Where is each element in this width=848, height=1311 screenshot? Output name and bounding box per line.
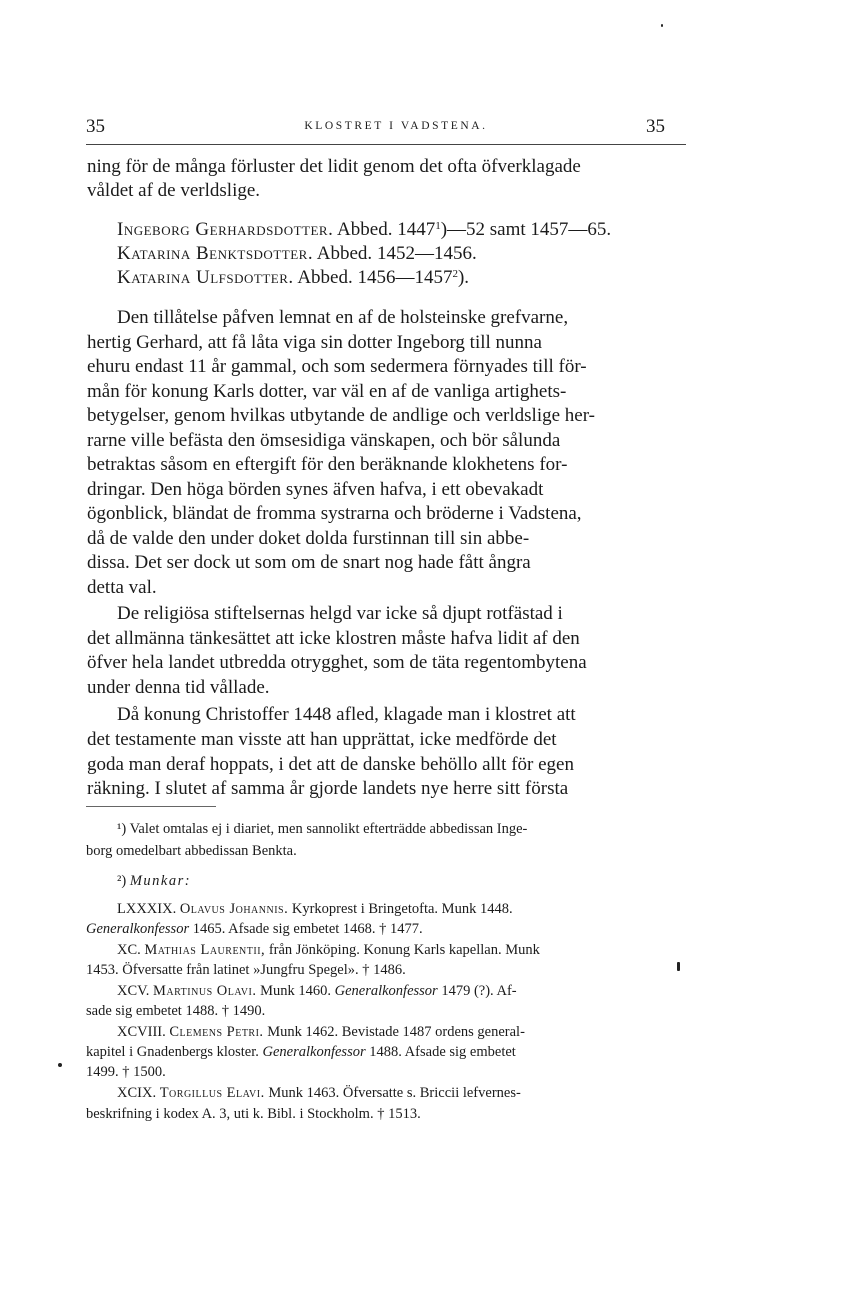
abbess-entry	[117, 243, 477, 265]
monk-entry-cont	[86, 921, 423, 938]
monk-text: 1488. Afsade sig embetet	[369, 1044, 516, 1060]
monk-number: XCVIII.	[117, 1024, 166, 1040]
monk-number: XCV.	[117, 983, 150, 999]
body-line: det testamente man visste att han upprättat, icke medförde det	[87, 729, 557, 750]
monk-entry-cont: 1499. † 1500.	[86, 1064, 166, 1080]
abbess-years-rest: ).	[457, 267, 470, 288]
body-line: ögonblick, bländat de fromma systrarna och bröderne i Vadstena,	[87, 503, 582, 524]
monk-entry	[117, 1085, 521, 1102]
monk-office: Generalkonfessor	[334, 983, 438, 999]
page-number-left: 35	[86, 116, 105, 137]
scan-speck	[677, 962, 680, 971]
monk-text: Munk 1463. Öfversatte s. Briccii lefvernes-	[268, 1085, 521, 1101]
footnote-text: Valet omtalas ej i diariet, men sannolikt efterträdde abbedissan Inge-	[129, 821, 528, 837]
abbess-name: Katarina Ulfsdotter.	[117, 267, 294, 288]
monk-name: Martinus Olavi.	[153, 983, 257, 999]
body-line: dringar. Den höga börden synes äfven hafva, i ett obevakadt	[87, 479, 544, 500]
monk-text: kapitel i Gnadenbergs kloster.	[86, 1044, 259, 1060]
abbess-title: Abbed.	[316, 243, 373, 264]
monk-name: Mathias Laurentii,	[144, 942, 266, 958]
monk-number: LXXXIX.	[117, 901, 177, 917]
footnote-marker: ¹)	[117, 821, 127, 837]
abbess-years: 1452—1456.	[376, 243, 477, 264]
monk-office: Generalkonfessor	[86, 921, 190, 937]
body-line: betygelser, genom hvilkas utbytande de andlige och verldslige her-	[87, 405, 596, 426]
body-line: goda man deraf hoppats, i det att de danske behöllo allt för egen	[87, 754, 574, 775]
abbess-name: Katarina Benktsdotter.	[117, 243, 314, 264]
monk-name: Olavus Johannis.	[179, 901, 289, 917]
monk-text: 1465. Afsade sig embetet 1468. † 1477.	[192, 921, 423, 937]
running-title: KLOSTRET I VADSTENA.	[304, 120, 488, 132]
scan-speck	[661, 24, 663, 27]
monk-entry-cont	[86, 1044, 516, 1061]
monk-entry-cont: 1453. Öfversatte från latinet »Jungfru Spegel». † 1486.	[86, 962, 406, 978]
monk-text: Munk 1462. Bevistade 1487 ordens general-	[267, 1024, 525, 1040]
monk-entry	[117, 1024, 525, 1041]
monk-name: Clemens Petri.	[169, 1024, 264, 1040]
footnote-1	[117, 821, 527, 838]
body-line: ning för de många förluster det lidit genom det ofta öfverklagade	[87, 156, 581, 177]
monk-office: Generalkonfessor	[262, 1044, 366, 1060]
page-number-right: 35	[646, 116, 665, 137]
monk-text: Kyrkoprest i Bringetofta. Munk 1448.	[291, 901, 513, 917]
abbess-name: Ingeborg Gerhardsdotter.	[117, 219, 334, 240]
header-rule	[86, 144, 686, 145]
monk-entry	[117, 942, 540, 959]
body-line: rarne ville befästa den ömsesidiga vänskapen, och bör sålunda	[87, 430, 561, 451]
body-line: dissa. Det ser dock ut som om de snart nog hade fått ångra	[87, 552, 531, 573]
monk-text: 1479 (?). Af-	[441, 983, 517, 999]
abbess-years-rest: )—52 samt 1457—65.	[440, 219, 612, 240]
monk-entry	[117, 901, 513, 918]
monk-text: från Jönköping. Konung Karls kapellan. Munk	[268, 942, 540, 958]
body-line: öfver hela landet utbredda otrygghet, som de täta regentombytena	[87, 652, 587, 673]
scan-speck	[58, 1063, 62, 1067]
body-line: räkning. I slutet af samma år gjorde landets nye herre sitt första	[87, 778, 569, 799]
monk-name: Torgillus Elavi.	[159, 1085, 265, 1101]
abbess-years: 1456—1457	[357, 267, 453, 288]
footnote-heading: Munkar:	[129, 873, 192, 889]
footnote-rule	[86, 806, 216, 807]
abbess-title: Abbed.	[337, 219, 393, 240]
body-line: ehuru endast 11 år gammal, och som sedermera förnyades till för-	[87, 356, 587, 377]
body-line: Den tillåtelse påfven lemnat en af de holsteinske grefvarne,	[117, 307, 569, 328]
body-line: under denna tid vållade.	[87, 677, 270, 698]
footnote-1-cont: borg omedelbart abbedissan Benkta.	[86, 843, 297, 859]
abbess-years: 1447	[397, 219, 436, 240]
body-line: då de valde den under doket dolda furstinnan till sin abbe-	[87, 528, 530, 549]
body-line: våldet af de verldslige.	[87, 180, 261, 201]
body-line: detta val.	[87, 577, 157, 598]
footnote-ref: 1	[435, 220, 441, 232]
abbess-entry	[117, 219, 611, 241]
body-line: betraktas såsom en eftergift för den beräknande klokhetens for-	[87, 454, 568, 475]
body-line: mån för konung Karls dotter, var väl en af de vanliga artighets-	[87, 381, 567, 402]
monk-entry-cont: sade sig embetet 1488. † 1490.	[86, 1003, 266, 1019]
monk-number: XCIX.	[117, 1085, 157, 1101]
body-line: det allmänna tänkesättet att icke klostren måste hafva lidit af den	[87, 628, 580, 649]
monk-entry	[117, 983, 517, 1000]
abbess-entry	[117, 267, 469, 289]
body-line: Då konung Christoffer 1448 afled, klagade man i klostret att	[117, 704, 576, 725]
monk-number: XC.	[117, 942, 141, 958]
abbess-title: Abbed.	[297, 267, 353, 288]
body-line: De religiösa stiftelsernas helgd var icke så djupt rotfästad i	[117, 603, 563, 624]
monk-text: Munk 1460.	[260, 983, 331, 999]
monk-entry-cont: beskrifning i kodex A. 3, uti k. Bibl. i Stockholm. † 1513.	[86, 1106, 421, 1122]
footnote-marker: ²)	[117, 873, 127, 889]
footnote-2-heading	[117, 873, 191, 890]
footnote-ref: 2	[452, 268, 458, 280]
body-line: hertig Gerhard, att få låta viga sin dotter Ingeborg till nunna	[87, 332, 542, 353]
